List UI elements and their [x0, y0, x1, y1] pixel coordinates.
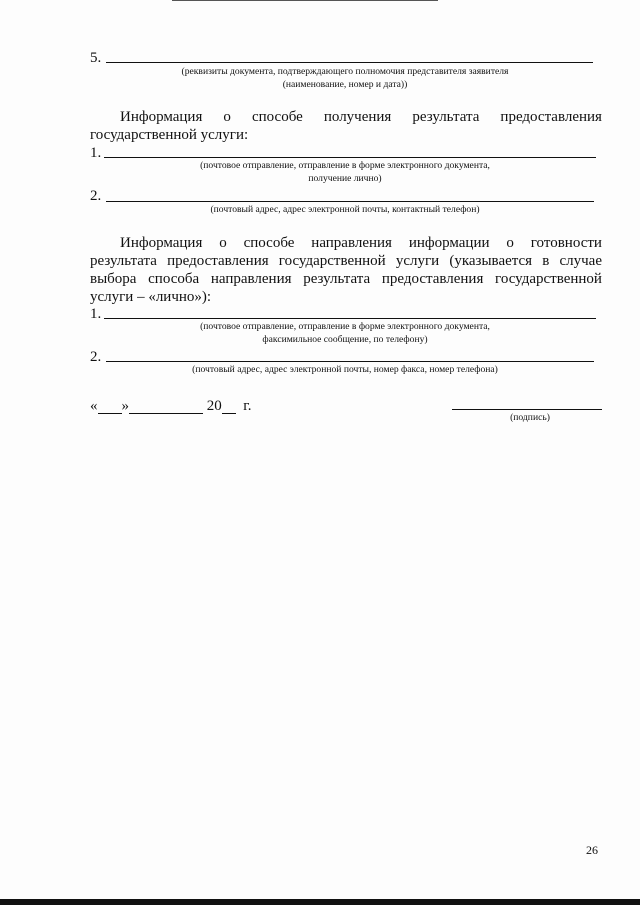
- result-item1-caption-2: получение лично): [308, 173, 382, 184]
- item5-caption-2: (наименование, номер и дата)): [282, 79, 408, 90]
- item5-caption-1: (реквизиты документа, подтверждающего полномочия представителя заявителя: [181, 66, 509, 77]
- month-blank[interactable]: [129, 400, 203, 414]
- year-blank[interactable]: [222, 400, 236, 414]
- result-item1-number: 1.: [90, 145, 102, 161]
- readiness-item1-number: 1.: [90, 306, 102, 322]
- date-field: [90, 399, 251, 414]
- close-quote: »: [121, 398, 129, 414]
- word: о: [219, 235, 227, 251]
- day-blank[interactable]: [98, 400, 122, 414]
- signature-line[interactable]: [452, 409, 602, 410]
- readiness-item2-caption: (почтовый адрес, адрес электронной почты, номер факса, номер телефона): [192, 364, 498, 375]
- year-prefix: 20: [206, 398, 222, 414]
- word: услуги: [395, 253, 440, 269]
- result-heading-line2: государственной услуги:: [90, 127, 249, 143]
- scan-edge-bar: [0, 899, 640, 905]
- word: способа: [148, 271, 200, 287]
- result-item2-caption: (почтовый адрес, адрес электронной почты, контактный телефон): [210, 204, 480, 215]
- item5-number: 5.: [90, 50, 102, 66]
- word: направления: [210, 271, 292, 287]
- word: предоставления: [500, 109, 602, 125]
- signature-caption: (подпись): [510, 412, 550, 423]
- readiness-item1-caption-2: факсимильное сообщение, по телефону): [262, 334, 428, 345]
- readiness-line3: [90, 270, 602, 288]
- word: случае: [559, 253, 602, 269]
- word: о: [506, 235, 514, 251]
- word: предоставления: [381, 271, 484, 287]
- word: способе: [251, 109, 303, 125]
- word: получения: [323, 109, 392, 125]
- word: результата: [303, 271, 371, 287]
- word: Информация: [120, 109, 203, 125]
- word: Информация: [120, 235, 203, 251]
- result-heading-line1: [120, 108, 602, 126]
- readiness-line4: услуги – «лично»):: [90, 289, 212, 305]
- word: направления: [311, 235, 392, 251]
- readiness-item2-number: 2.: [90, 349, 102, 365]
- top-rule: [172, 0, 438, 1]
- word: результата: [90, 253, 157, 269]
- result-item1-caption-1: (почтовое отправление, отправление в форме электронного документа,: [200, 160, 490, 171]
- page-number: 26: [586, 843, 598, 857]
- readiness-line1: [120, 234, 602, 252]
- word: государственной: [495, 271, 602, 287]
- year-suffix: г.: [243, 398, 252, 414]
- readiness-item1-fill-line[interactable]: [104, 318, 596, 319]
- word: результата: [412, 109, 480, 125]
- word: о: [223, 109, 231, 125]
- word: информации: [408, 235, 490, 251]
- readiness-item1-caption-1: (почтовое отправление, отправление в форме электронного документа,: [200, 321, 490, 332]
- word: предоставления: [167, 253, 269, 269]
- open-quote: «: [90, 398, 98, 414]
- word: государственной: [278, 253, 386, 269]
- readiness-line2: [90, 252, 602, 270]
- word: (указывается: [449, 253, 533, 269]
- word: готовности: [530, 235, 602, 251]
- result-item2-number: 2.: [90, 188, 102, 204]
- readiness-item2-fill-line[interactable]: [106, 361, 594, 362]
- item5-fill-line[interactable]: [106, 62, 593, 63]
- word: в: [542, 253, 550, 269]
- result-item2-fill-line[interactable]: [106, 201, 594, 202]
- result-item1-fill-line[interactable]: [104, 157, 596, 158]
- word: способе: [243, 235, 295, 251]
- word: выбора: [90, 271, 137, 287]
